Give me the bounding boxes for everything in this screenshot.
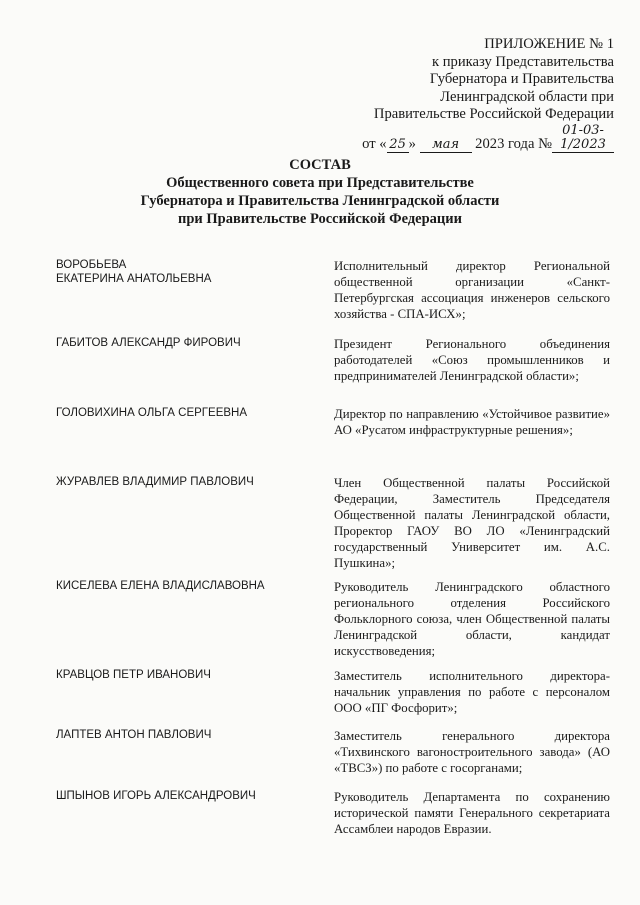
title-line: при Правительстве Российской Федерации xyxy=(178,211,462,227)
order-line: к приказу Представительства xyxy=(432,53,614,70)
date-year: 2023 года № xyxy=(471,135,552,152)
title-line: Губернатора и Правительства Ленинградской области xyxy=(140,193,500,209)
member-description: Заместитель исполнительного директора-начальник управления по работе с персоналом ООО «ПГ Фосфорит»; xyxy=(334,669,610,715)
date-month-handwritten: мая xyxy=(420,138,472,153)
member-description: Руководитель Департамента по сохранению исторической памяти Генерального секретариата Ассамблеи народов Евразии. xyxy=(334,790,610,836)
member-description: Заместитель генерального директора «Тихвинского вагоностроительного завода» (АО «ТВСЗ») по работе с госорганами; xyxy=(334,729,610,775)
order-line: Правительстве Российской Федерации xyxy=(373,106,614,122)
member-description: Президент Регионального объединения работодателей «Союз промышленников и предпринимателей Ленинградской области»; xyxy=(334,337,610,383)
order-number-handwritten: 01-03-1/2023 xyxy=(552,124,614,153)
member-name: ЛАПТЕВ АНТОН ПАВЛОВИЧ xyxy=(56,729,212,741)
member-description: Исполнительный директор Региональной общественной организации «Санкт-Петербургская ассоциация инженеров сельского хозяйства - СПА-ИСХ»; xyxy=(334,259,610,321)
date-prefix: от « xyxy=(362,135,387,152)
appendix-header xyxy=(362,36,614,153)
member-name: ГОЛОВИХИНА ОЛЬГА СЕРГЕЕВНА xyxy=(56,407,248,419)
order-line: Губернатора и Правительства xyxy=(429,71,614,87)
member-name: ЖУРАВЛЕВ ВЛАДИМИР ПАВЛОВИЧ xyxy=(56,476,254,488)
order-date-line xyxy=(362,124,614,154)
member-description: Член Общественной палаты Российской Федерации, Заместитель Председателя Общественной палаты Ленинградской области, Проректор ГАОУ ВО ЛО «Ленинградский государственный Университет им. А.С. Пушкина»; xyxy=(334,476,610,570)
member-name: ШПЫНОВ ИГОРЬ АЛЕКСАНДРОВИЧ xyxy=(56,790,256,802)
title-line: СОСТАВ xyxy=(289,157,351,173)
member-name: ВОРОБЬЕВА ЕКАТЕРИНА АНАТОЛЬЕВНА xyxy=(56,259,212,285)
title-line: Общественного совета при Представительстве xyxy=(166,175,474,191)
member-name: ГАБИТОВ АЛЕКСАНДР ФИРОВИЧ xyxy=(56,337,241,349)
member-name: КРАВЦОВ ПЕТР ИВАНОВИЧ xyxy=(56,669,211,681)
appendix-number: ПРИЛОЖЕНИЕ № 1 xyxy=(484,36,614,52)
member-name: КИСЕЛЕВА ЕЛЕНА ВЛАДИСЛАВОВНА xyxy=(56,580,265,592)
date-day-handwritten: 25 xyxy=(387,138,409,153)
member-description: Директор по направлению «Устойчивое развитие» АО «Русатом инфраструктурные решения»; xyxy=(334,407,610,437)
order-line: Ленинградской области при xyxy=(440,88,614,105)
member-description: Руководитель Ленинградского областного регионального отделения Российского Фольклорного союза, член Общественной палаты Ленинградской области, кандидат искусствоведения; xyxy=(334,580,610,658)
document-title xyxy=(0,156,640,228)
date-mid: » xyxy=(408,135,420,152)
